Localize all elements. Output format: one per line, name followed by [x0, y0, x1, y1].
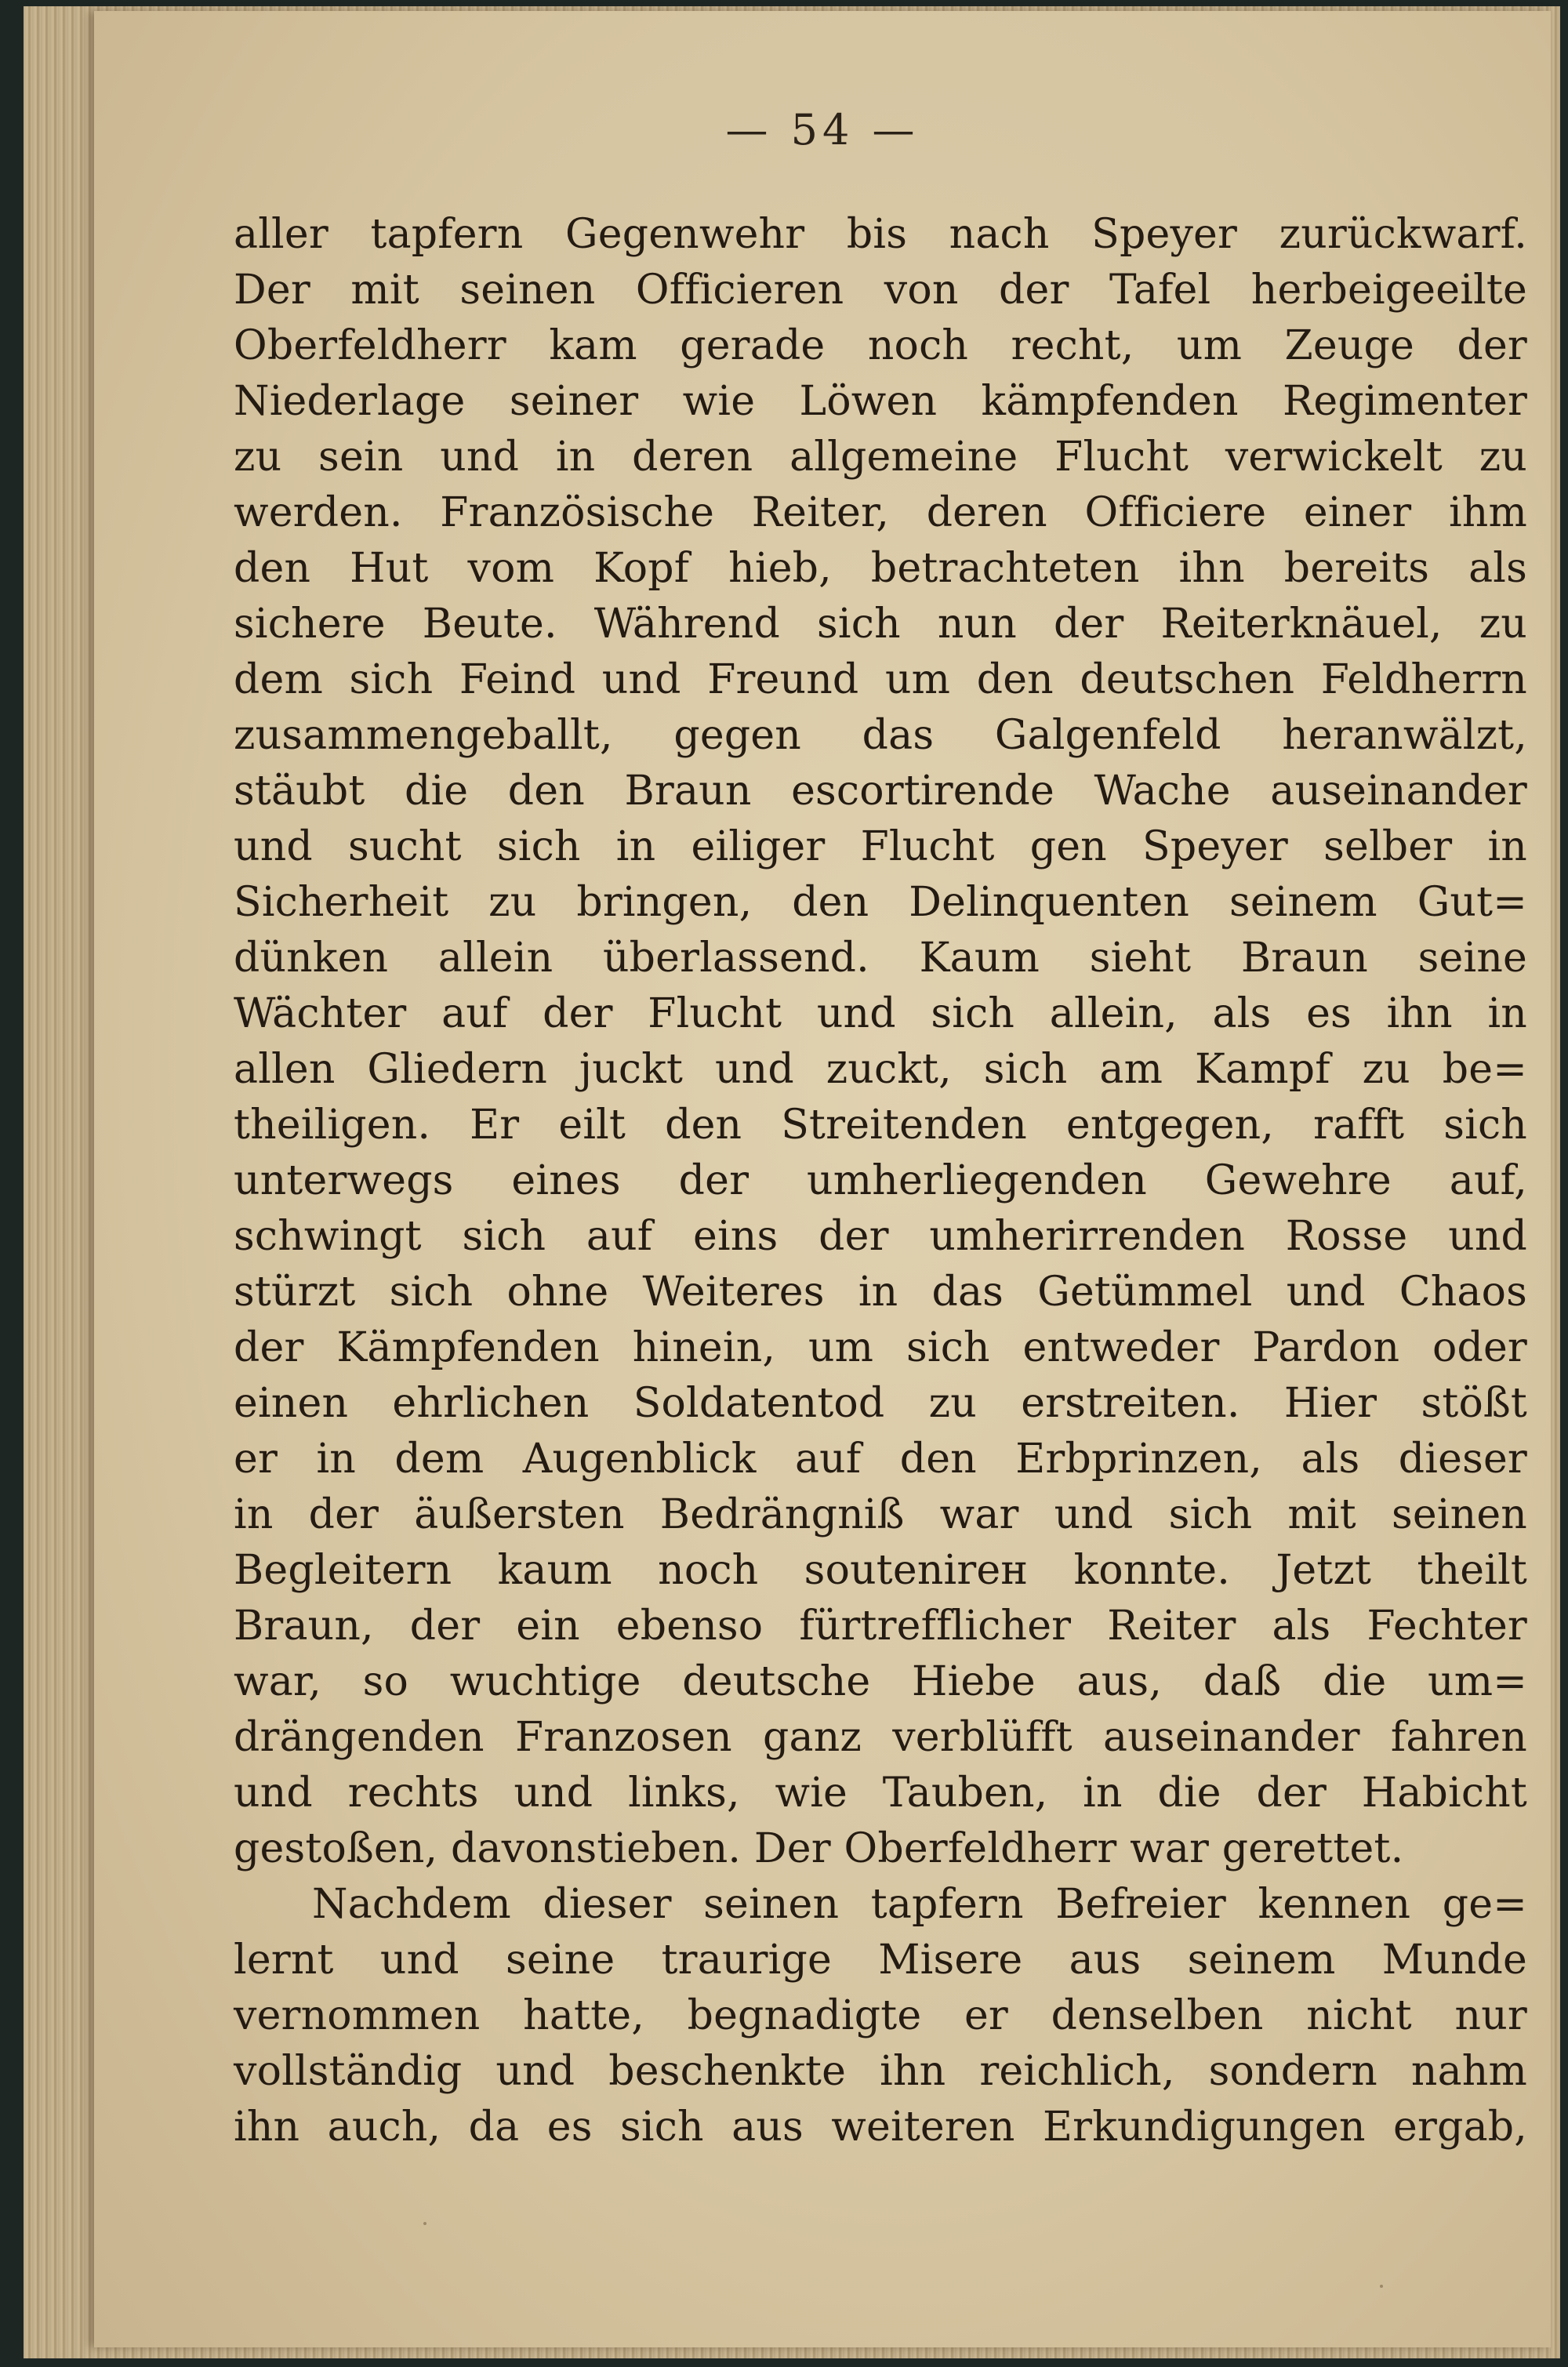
body-text: [234, 207, 1527, 2155]
paper-speck: [1380, 2285, 1383, 2288]
text-line: sichere Beute. Während sich nun der Reiterknäuel, zu: [234, 601, 1527, 648]
text-line: Der mit seinen Officieren von der Tafel herbeigeeilte: [234, 267, 1527, 314]
text-line: dünken allein überlassend. Kaum sieht Braun seine: [234, 935, 1527, 982]
text-line: Braun, der ein ebenso fürtrefflicher Reiter als Fechter: [234, 1603, 1527, 1650]
text-line: Oberfeldherr kam gerade noch recht, um Zeuge der: [234, 322, 1527, 369]
text-line: schwingt sich auf eins der umherirrenden Rosse und: [234, 1213, 1527, 1260]
text-line: zusammengeballt, gegen das Galgenfeld heranwälzt,: [234, 712, 1527, 759]
text-line: er in dem Augenblick auf den Erbprinzen, als dieser: [234, 1436, 1527, 1483]
text-line: einen ehrlichen Soldatentod zu erstreiten. Hier stößt: [234, 1380, 1527, 1427]
text-line: vollständig und beschenkte ihn reichlich, sondern nahm: [234, 2048, 1527, 2095]
text-line: Sicherheit zu bringen, den Delinquenten seinem Gut=: [234, 879, 1527, 926]
text-line: in der äußersten Bedrängniß war und sich mit seinen: [234, 1491, 1527, 1538]
text-line: ihn auch, da es sich aus weiteren Erkundigungen ergab,: [234, 2104, 1527, 2151]
text-line: allen Gliedern juckt und zuckt, sich am Kampf zu be=: [234, 1046, 1527, 1093]
text-line: Nachdem dieser seinen tapfern Befreier kennen ge=: [312, 1881, 1527, 1928]
text-line: und rechts und links, wie Tauben, in die der Habicht: [234, 1770, 1527, 1817]
text-line: stäubt die den Braun escortirende Wache auseinander: [234, 768, 1527, 815]
text-line: stürzt sich ohne Weiteres in das Getümmel und Chaos: [234, 1269, 1527, 1316]
text-line: werden. Französische Reiter, deren Officiere einer ihm: [234, 489, 1527, 536]
text-line: war, so wuchtige deutsche Hiebe aus, daß die um=: [234, 1658, 1527, 1705]
text-line: den Hut vom Kopf hieb, betrachteten ihn bereits als: [234, 545, 1527, 592]
text-line: Wächter auf der Flucht und sich allein, als es ihn in: [234, 990, 1527, 1037]
text-line: der Kämpfenden hinein, um sich entweder Pardon oder: [234, 1324, 1527, 1371]
paper-speck: [423, 2222, 426, 2225]
page-number-header: — 54 —: [725, 105, 920, 154]
text-line: dem sich Feind und Freund um den deutschen Feldherrn: [234, 656, 1527, 703]
text-line: gestoßen, davonstieben. Der Oberfeldherr war gerettet.: [234, 1825, 1404, 1872]
book-page: [94, 11, 1551, 2347]
text-line: unterwegs eines der umherliegenden Gewehre auf,: [234, 1157, 1527, 1204]
text-line: theiligen. Er eilt den Streitenden entgegen, rafft sich: [234, 1102, 1527, 1149]
text-line: drängenden Franzosen ganz verblüfft auseinander fahren: [234, 1714, 1527, 1761]
text-line: zu sein und in deren allgemeine Flucht verwickelt zu: [234, 434, 1527, 481]
text-line: und sucht sich in eiliger Flucht gen Speyer selber in: [234, 823, 1527, 870]
text-line: Begleitern kaum noch soutenirен konnte. Jetzt theilt: [234, 1547, 1527, 1594]
text-line: vernommen hatte, begnadigte er denselben nicht nur: [234, 1992, 1527, 2039]
text-line: lernt und seine traurige Misere aus seinem Munde: [234, 1937, 1527, 1984]
text-line: Niederlage seiner wie Löwen kämpfenden Regimenter: [234, 378, 1527, 425]
text-line: aller tapfern Gegenwehr bis nach Speyer zurückwarf.: [234, 211, 1527, 258]
